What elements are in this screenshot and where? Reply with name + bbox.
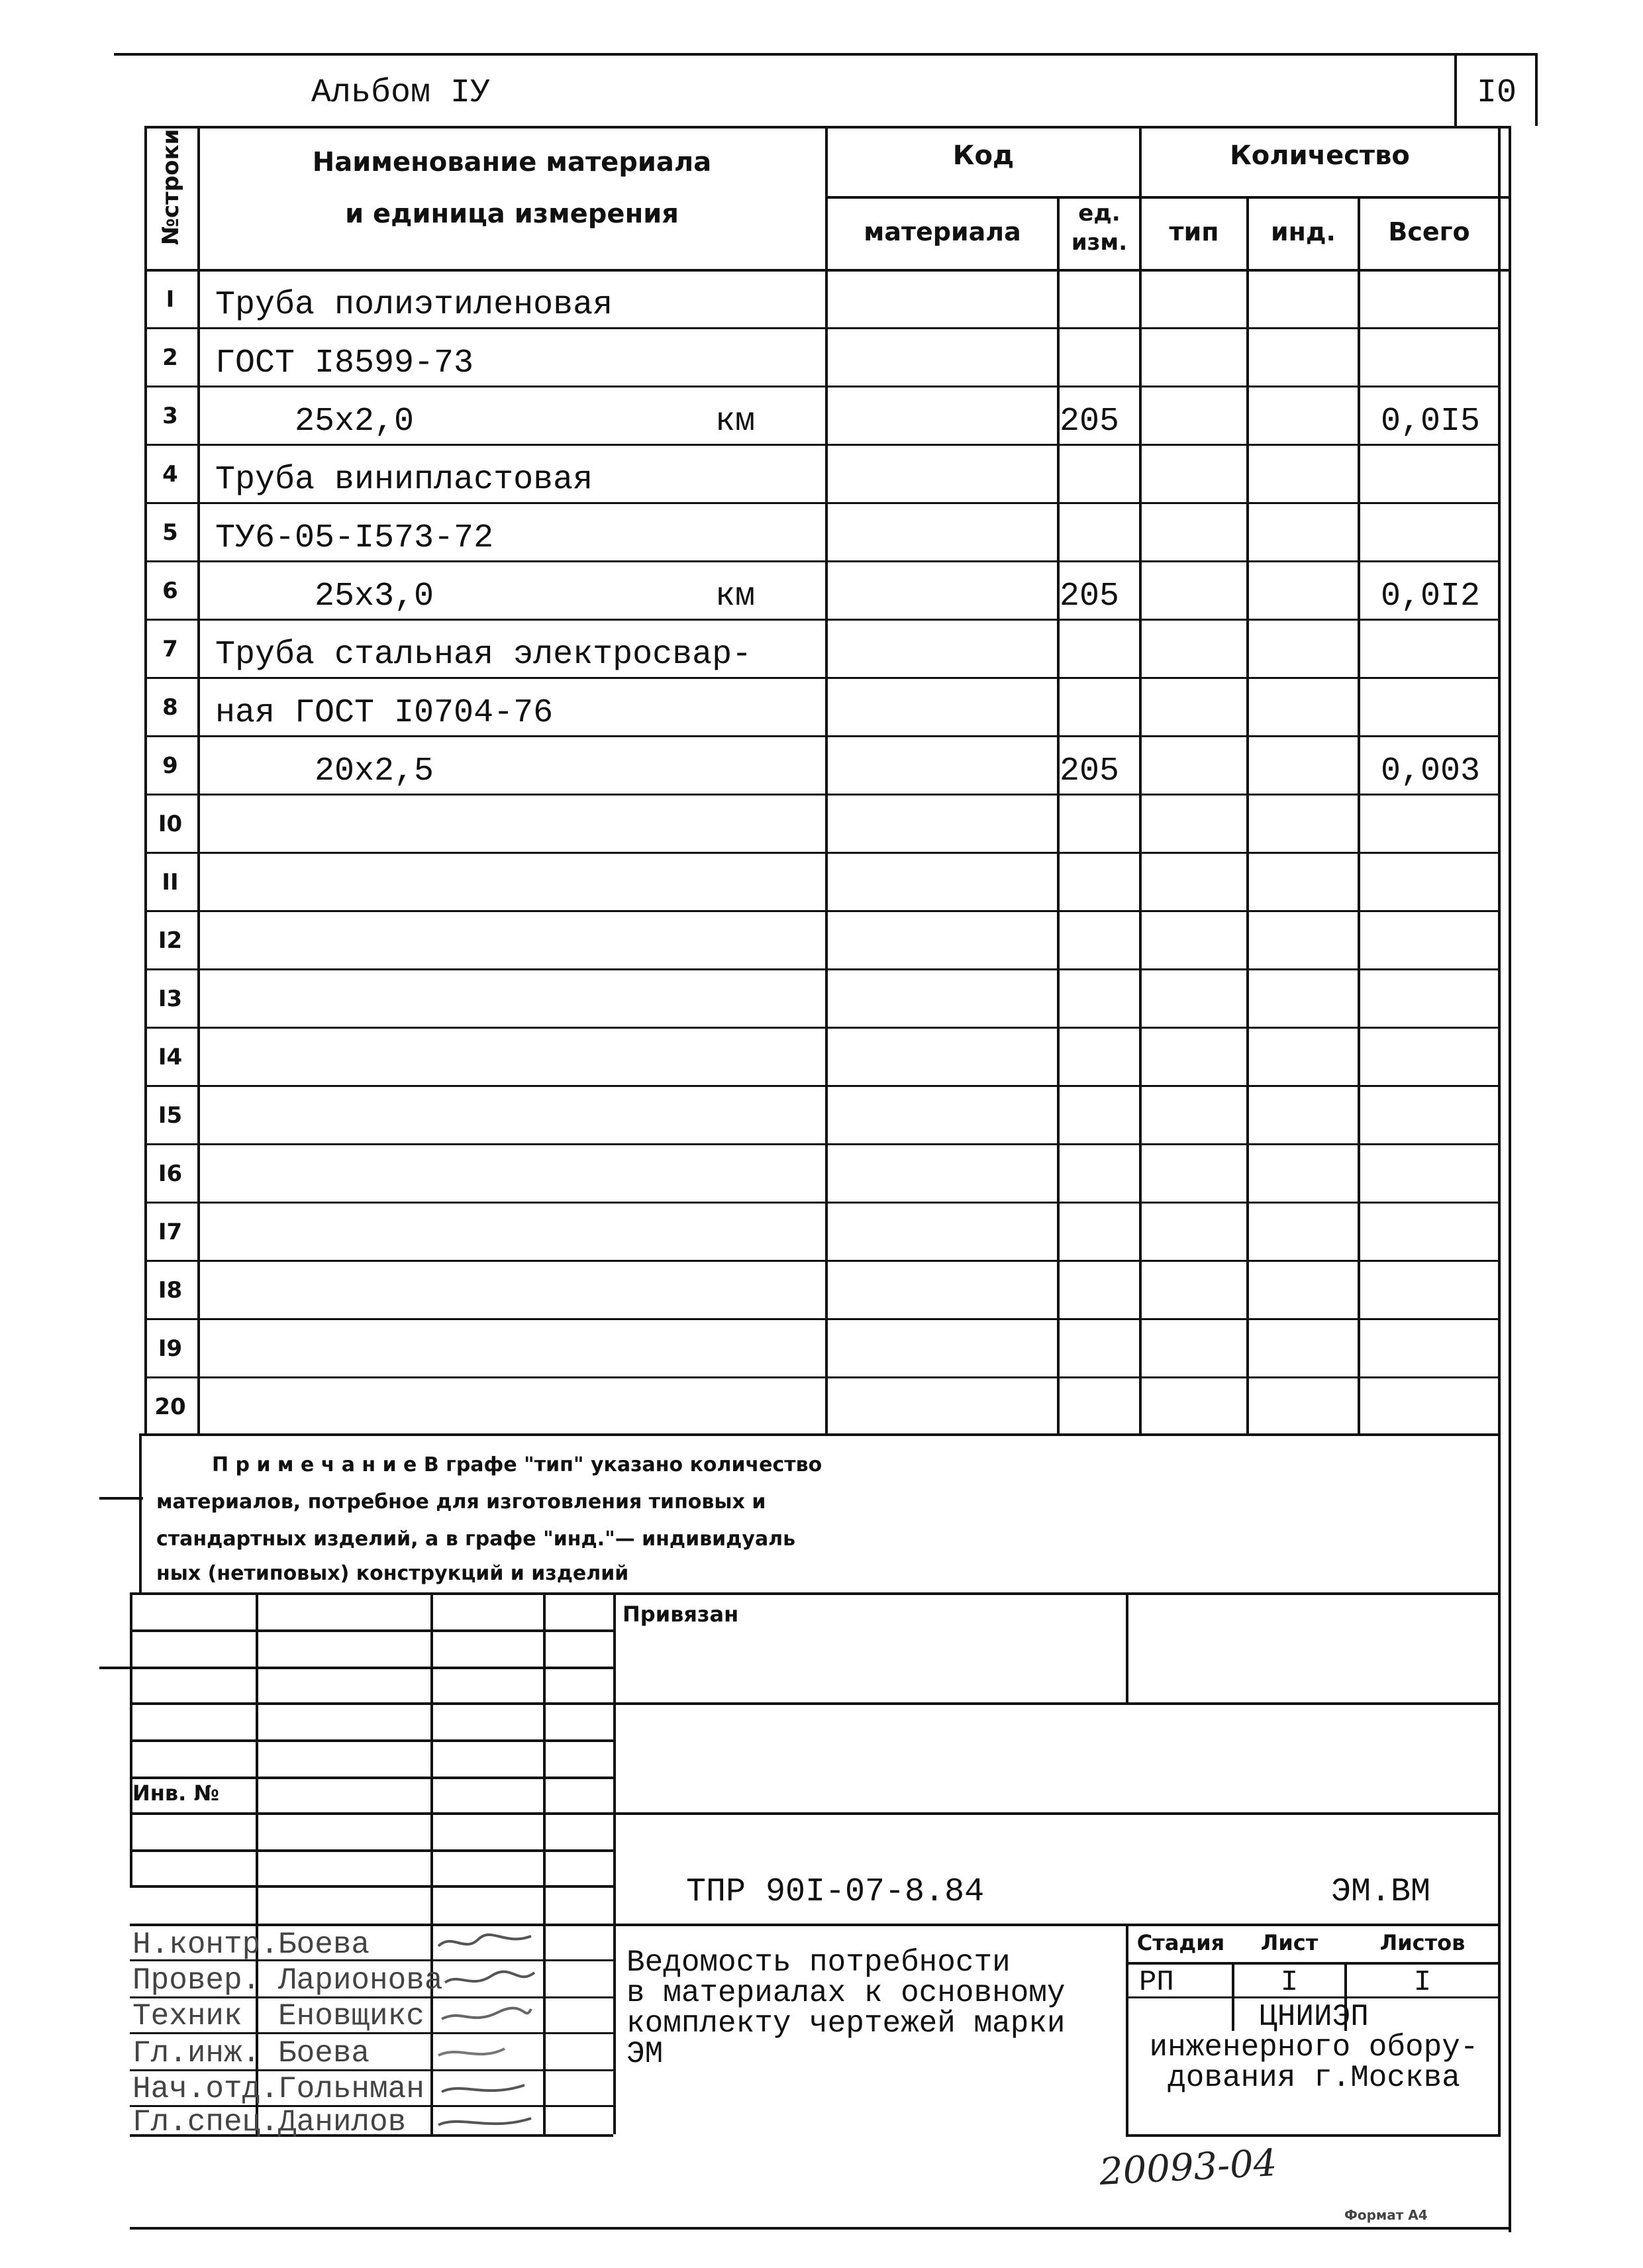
row-name: 25х2,0 xyxy=(295,403,415,440)
qty-total-header: Всего xyxy=(1388,217,1470,246)
note-line3: стандартных изделий, а в графе "инд."— индивидуаль xyxy=(156,1527,796,1551)
row-unit: км xyxy=(715,578,756,615)
sheets-value: I xyxy=(1413,1966,1432,1999)
row-name: ГОСТ I8599-73 xyxy=(215,344,474,382)
row-number: I8 xyxy=(158,1277,183,1304)
signature-role: Провер. xyxy=(132,1963,261,1998)
document-title-line1: Ведомость потребности xyxy=(626,1945,1011,1980)
note-line1: П р и м е ч а н и е В графе "тип" указано количество xyxy=(212,1453,822,1476)
row-total: 0,003 xyxy=(1381,752,1481,790)
album-title: Альбом IУ xyxy=(311,74,491,112)
quantity-header: Количество xyxy=(1230,140,1410,171)
signature-name: Еновщикс xyxy=(278,1999,424,2034)
row-number: I4 xyxy=(158,1044,183,1070)
row-number: I9 xyxy=(158,1335,183,1362)
qty-ind-header: инд. xyxy=(1270,217,1336,246)
format-mark: Формат А4 xyxy=(1344,2207,1428,2223)
row-number: 2 xyxy=(162,344,178,371)
qty-type-header: тип xyxy=(1169,217,1219,246)
signature-name: Боева xyxy=(278,1928,370,1962)
organization-line3: дования г.Москва xyxy=(1168,2061,1460,2095)
name-header-line1: Наименование материала xyxy=(312,147,712,178)
page-number: I0 xyxy=(1477,74,1517,112)
unit-code-header-line1: ед. xyxy=(1078,200,1120,227)
signature-role: Нач.отд. xyxy=(132,2072,279,2106)
row-name: ТУ6-05-I573-72 xyxy=(215,519,494,557)
sheet-value: I xyxy=(1280,1966,1299,1999)
row-unit-code: 205 xyxy=(1060,752,1120,790)
row-unit-code: 205 xyxy=(1060,403,1120,440)
row-number: 4 xyxy=(162,461,178,488)
signature-name: Гольнман xyxy=(278,2072,424,2106)
signature-role: Н.контр. xyxy=(132,1928,279,1962)
stage-label: Стадия xyxy=(1136,1930,1225,1955)
document-code: ТПР 90I-07-8.84 xyxy=(686,1873,985,1911)
document-title-line3: комплекту чертежей марки xyxy=(626,2006,1066,2041)
row-number: 20 xyxy=(154,1394,186,1420)
bottom-frame-line xyxy=(130,2227,1511,2230)
row-number: II xyxy=(162,869,179,896)
row-number: I5 xyxy=(158,1102,183,1129)
signature-role: Гл.инж. xyxy=(132,2036,261,2071)
signature-name: Ларионова xyxy=(278,1963,443,1998)
row-number: I0 xyxy=(158,811,183,837)
signature-scribbles xyxy=(432,1926,543,2134)
stage-value: РП xyxy=(1139,1966,1174,1999)
note-line4: ных (нетиповых) конструкций и изделий xyxy=(156,1562,629,1585)
signature-name: Данилов xyxy=(278,2105,407,2139)
row-unit: км xyxy=(715,403,756,440)
document-title-line2: в материалах к основному xyxy=(626,1976,1066,2010)
row-number: 5 xyxy=(162,519,178,546)
document-title-line4: ЭМ xyxy=(626,2037,664,2071)
name-header-line2: и единица измерения xyxy=(345,199,679,229)
sheet-label: Лист xyxy=(1260,1930,1319,1955)
row-name: ная ГОСТ I0704-76 xyxy=(215,694,554,732)
right-frame-line xyxy=(1509,126,1511,2232)
signature-role: Техник xyxy=(132,1999,242,2034)
row-total: 0,0I5 xyxy=(1381,403,1481,440)
organization-line1: ЦНИИЭП xyxy=(1259,2000,1369,2034)
row-name: Труба полиэтиленовая xyxy=(215,286,613,324)
organization-line2: инженерного обору- xyxy=(1149,2030,1479,2065)
signature-name: Боева xyxy=(278,2036,370,2071)
row-name: Труба стальная электросвар- xyxy=(215,636,752,674)
row-name: 20х2,5 xyxy=(315,752,434,790)
note-line2: материалов, потребное для изготовления типовых и xyxy=(156,1490,766,1514)
row-number: I xyxy=(166,286,175,313)
row-number: I6 xyxy=(158,1160,183,1187)
inventory-number-label: Инв. № xyxy=(132,1780,219,1806)
privyazan-label: Привязан xyxy=(622,1602,739,1627)
row-unit-code: 205 xyxy=(1060,578,1120,615)
row-total: 0,0I2 xyxy=(1381,578,1481,615)
row-number: I3 xyxy=(158,986,183,1012)
document-title xyxy=(626,1947,1066,2069)
code-material-header: материала xyxy=(864,217,1021,246)
row-number: 8 xyxy=(162,694,178,721)
row-number: 6 xyxy=(162,578,178,604)
organization xyxy=(1130,2002,1498,2093)
row-number: 7 xyxy=(162,636,178,662)
document-mark: ЭМ.ВМ xyxy=(1331,1873,1431,1911)
row-name: 25х3,0 xyxy=(315,578,434,615)
row-number: 3 xyxy=(162,403,178,429)
row-number: I7 xyxy=(158,1219,183,1245)
row-number-header: №строки xyxy=(158,129,184,245)
row-number: I2 xyxy=(158,927,183,954)
sheets-label: Листов xyxy=(1379,1930,1466,1955)
row-number: 9 xyxy=(162,752,178,779)
unit-code-header-line2: изм. xyxy=(1071,229,1128,256)
code-header: Код xyxy=(952,140,1015,171)
row-name: Труба винипластовая xyxy=(215,461,593,499)
signature-role: Гл.спец. xyxy=(132,2105,279,2139)
handwritten-archive-number: 20093-04 xyxy=(1098,2141,1278,2194)
